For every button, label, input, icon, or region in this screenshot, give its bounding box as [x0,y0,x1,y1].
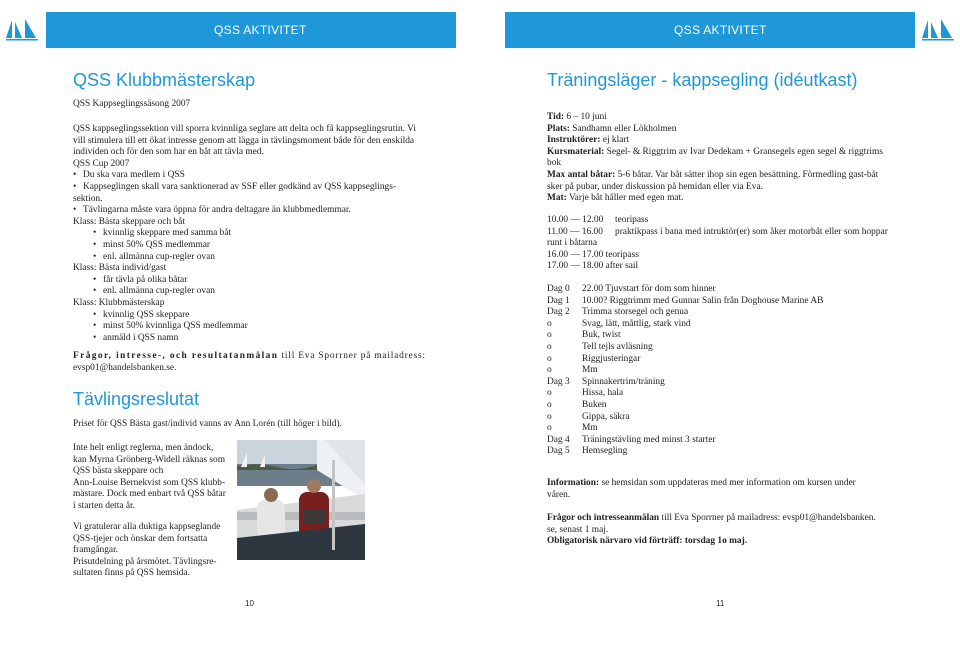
day-row: o Riggjusteringar [547,353,641,364]
signup-cont: se, senast 1 maj. [547,524,609,535]
congrats-line: Vi gratulerar alla duktiga kappseglande [73,522,221,532]
congrats-line: Prisutdelning på årsmötet. Tävlingsre- [73,556,217,567]
info-label: Plats: [547,123,570,134]
class-item: • kvinnlig skeppare med samma båt [73,228,418,240]
day-plan-block [547,284,892,458]
questions-email[interactable]: evsp01@handelsbanken.se. [73,362,177,373]
info-value: Segel- & Riggtrim av Ivar Dedekam + Gransegels egen segel & riggtrims [604,146,883,157]
day-row: o Svag, lätt, måttlig, stark vind [547,318,691,329]
cup-bullet: • Tävlingarna måste vara öppna för andra deltagare än klubbmedlemmar. [73,205,418,217]
schedule-activity: teoripass [615,215,649,225]
story-line: Inte helt enligt reglerna, men ändock, [73,443,214,453]
day-row: o Mm [547,423,598,434]
info-value: 6 – 10 juni [564,112,607,122]
congrats-line: sultaten finns på QSS hemsida. [73,568,190,579]
day-row: Dag 5 Hemsegling [547,446,628,457]
intro-line: vill stimulera till ett ökat intresse genom att lägga in tävlingsmoment både för den enskilda [73,135,415,146]
info-value: Varje båt håller med egen mat. [566,193,684,204]
class-item: • får tävla på olika båtar [73,275,418,287]
header-band-left [46,12,456,48]
questions-block [73,351,426,374]
story-line: QSS bästa skeppare och [73,466,164,477]
questions-text: till Eva Sporrner på mailadress: [278,351,426,361]
info-value: ej klart [600,135,630,146]
information-label: Information: [547,478,600,488]
story-line: mästare. Dock med enbart två QSS båtar [73,489,226,500]
story-line: i starten detta år. [73,500,135,511]
season-line [73,99,190,111]
course-info-block [547,112,892,205]
info-label: Instruktörer: [547,135,601,146]
schedule-time: 11.00 — 16.00 [547,226,603,237]
congrats-line: framgångar. [73,545,119,556]
day-row: o Buk, twist [547,330,621,341]
cup-bullet: • Kappseglingen skall vara sanktionerad av SSF eller godkänd av QSS kappseglings- [73,182,418,194]
sailing-photo [237,440,365,560]
cup-bullet: • Du ska vara medlem i QSS [73,170,418,182]
intro-line: individen och för den som har en båt att tävla med. [73,147,264,158]
results-text-block [73,419,342,431]
day-row: o Buken [547,399,607,410]
intro-line: QSS kappseglingssektion vill sporra kvinnliga seglare att delta och få kappseglingsrutin. Vi [73,124,416,134]
day-row: o Tell tejls avläsning [547,341,653,352]
sail-logo-icon [920,18,956,42]
story-block [73,443,226,513]
results-heading: Tävlingsreslutat [73,389,200,409]
signup-text: till Eva Sporrner på mailadress: evsp01@handelsbanken. [659,513,876,523]
mandatory-attendance: Obligatorisk närvaro vid förträff: torsdag 1o maj. [547,536,748,547]
questions-label: Frågor, intresse-, och resultatanmälan [73,351,279,361]
sail-logo-icon [6,18,42,42]
info-value: Sandhamn eller Lökholmen [569,123,677,134]
day-row: Dag 3 Spinnakertrim/träning [547,376,665,387]
header-band-right [505,12,915,48]
info-label: Mat: [547,193,567,204]
information-block [547,478,892,501]
schedule-cont: runt i båtarna [547,238,597,249]
page-number-right: 11 [716,599,725,608]
results-text: Priset för QSS Bästa gast/individ vanns av Ann Lorén (till höger i bild). [73,419,342,429]
page-title-right: Träningsläger - kappsegling (idéutkast) [547,70,858,90]
schedule-line: 17.00 — 18.00 after sail [547,261,639,272]
schedule-block [547,215,892,273]
class-item: • kvinnlig QSS skeppare [73,310,418,322]
schedule-activity: praktikpass i bana med intruktör(er) som åker motorbåt eller som hoppar [615,226,888,237]
class-item: • anmäld i QSS namn [73,333,418,345]
information-cont: våren. [547,489,571,500]
schedule-line: 16.00 — 17.00 teoripass [547,249,639,260]
day-row: Dag 1 10.00? Riggtrimm med Gunnar Salin från Doghouse Marine AB [547,295,824,306]
congrats-block [73,522,220,580]
class-item: • minst 50% QSS medlemmar [73,240,418,252]
day-row: o Mm [547,365,598,376]
class-title: Klass: Bästa individ/gast [73,263,167,274]
signup-label: Frågor och intresseanmälan [547,513,660,523]
story-line: Ann-Louise Bernekvist som QSS klubb- [73,477,226,488]
info-cont: sker på pubar, under diskussion på hemidan eller via Eva. [547,181,763,192]
information-text: se hemsidan som uppdateras med mer information om kursen under [599,478,856,488]
header-title-left: QSS AKTIVITET [214,23,307,37]
day-row: Dag 4 Träningstävling med minst 3 starter [547,434,716,445]
header-title-right: QSS AKTIVITET [674,23,767,37]
day-row: o Gippa, säkra [547,411,630,422]
signup-block [547,513,892,548]
day-row: Dag 2 Trimma storsegel och genua [547,307,689,318]
day-row: Dag 0 22.00 Tjuvstart för dom som hinner [547,284,716,294]
info-value: 5-6 båtar. Var båt sätter ihop sin egen besättning. Förmedling gast-båt [615,169,879,180]
cup-bullet-cont: sektion. [73,193,103,204]
cup-rules-block [73,124,418,344]
page-number-left: 10 [245,599,254,608]
cup-title: QSS Cup 2007 [73,158,130,169]
day-row: o Hissa, hala [547,388,624,399]
class-item: • enl. allmänna cup-regler ovan [73,252,418,264]
story-line: kan Myrna Grönberg-Widell räknas som [73,454,226,465]
season-text: QSS Kappseglingssäsong 2007 [73,99,191,109]
class-item: • enl. allmänna cup-regler ovan [73,286,418,298]
info-label: Kursmaterial: [547,146,605,157]
schedule-time: 10.00 — 12.00 [547,215,604,225]
class-item: • minst 50% kvinnliga QSS medlemmar [73,321,418,333]
class-title: Klass: Klubbmästerskap [73,297,165,308]
info-label: Tid: [547,112,565,122]
congrats-line: QSS-tjejer och önskar dem fortsatta [73,533,208,544]
page-title-left: QSS Klubbmästerskap [73,70,256,90]
info-label: Max antal båtar: [547,169,616,180]
class-title: Klass: Bästa skeppare och båt [73,216,185,227]
info-cont: bok [547,158,562,169]
